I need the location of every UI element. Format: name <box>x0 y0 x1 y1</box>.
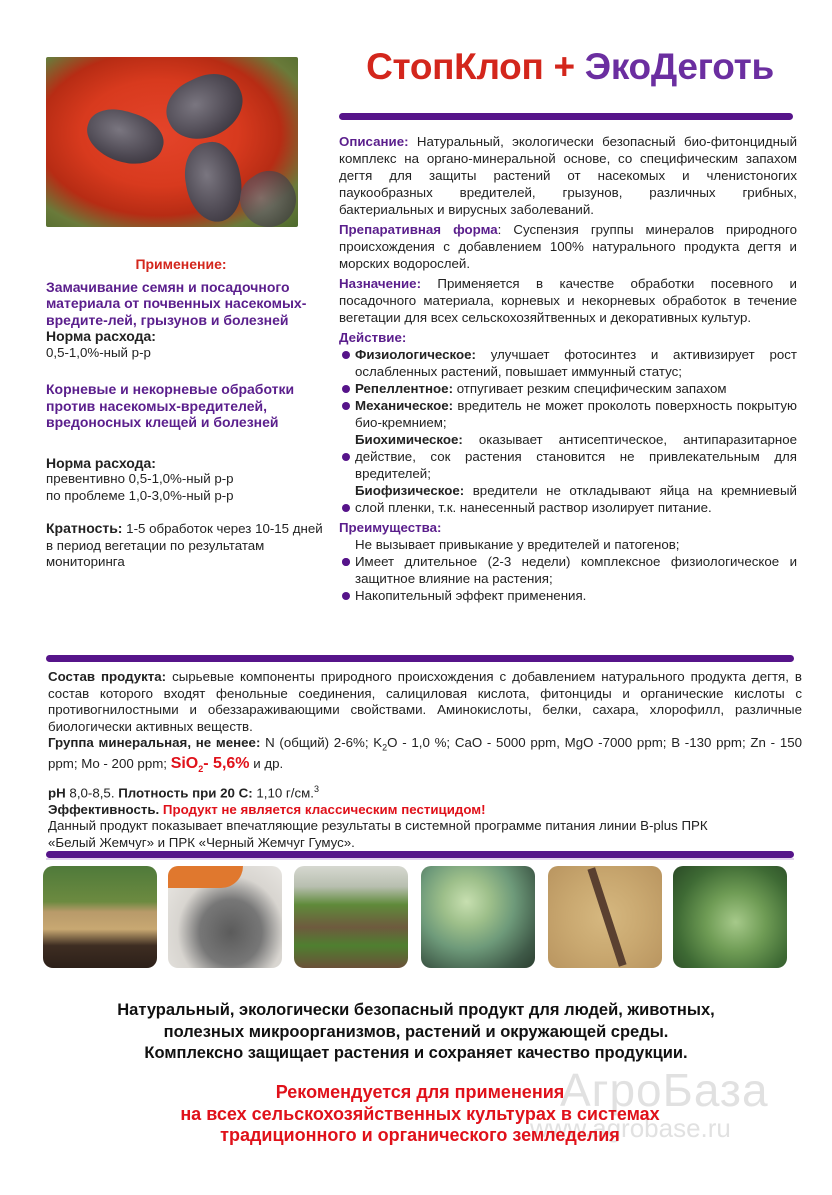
action-text: оказывает антисептическое, антипаразитарное действие, сок растения становится не привлекательным для вредителей; <box>355 432 797 481</box>
advantage-item <box>339 553 797 587</box>
action-heading: Действие: <box>339 330 407 345</box>
product-title <box>330 46 810 88</box>
divider-bottom <box>46 851 794 858</box>
description-paragraph <box>339 133 797 218</box>
divider-top <box>339 113 793 120</box>
mineral-tail: и др. <box>249 756 284 772</box>
density-value: 1,10 г/см. <box>252 785 314 801</box>
divider-middle <box>46 655 794 662</box>
photo-cabbage <box>421 866 535 968</box>
branch-shape <box>587 867 626 966</box>
composition-label: Состав продукта: <box>48 669 167 684</box>
recommendation-line: на всех сельскохозяйственных культурах в системах <box>180 1103 660 1124</box>
photo-buds <box>548 866 662 968</box>
program-text: Данный продукт показывает впечатляющие результаты в системной программе питания линии B-plus ПРК «Белый Жемчуг» и ПРК «Черный Жемчуг Гумус». <box>48 818 708 850</box>
action-label: Механическое: <box>355 398 454 413</box>
frequency-text: 1-5 обработок через 10-15 дней в период вегетации по результатам мониторинга <box>46 521 323 569</box>
bug-shape <box>230 161 298 227</box>
ph-value: 8,0-8,5. <box>65 785 119 801</box>
action-item <box>339 397 797 431</box>
title-plus: + <box>543 46 585 87</box>
action-label: Физиологическое: <box>355 347 476 362</box>
sio2-subscript: 2 <box>198 764 204 775</box>
seed-soaking-title: Замачивание семян и посадочного материала от почвенных насекомых-вредите-лей, грызунов и болезней <box>46 278 307 328</box>
action-text: улучшает фотосинтез и активизирует рост ослабленных растений, повышает иммунный статус; <box>355 347 797 379</box>
rate-label: Норма расхода: <box>46 328 156 344</box>
bullet-icon <box>342 453 350 461</box>
sio2-formula: SiO <box>170 755 199 773</box>
hero-image-bugs-on-tomato <box>46 57 298 227</box>
action-item <box>339 380 797 397</box>
mineral-paragraph <box>48 735 802 778</box>
rate-value: 0,5-1,0%-ный р-р <box>46 344 151 360</box>
advantage-text: Не вызывает привыкание у вредителей и патогенов; <box>355 537 680 552</box>
photo-sprouted-potatoes <box>43 866 157 968</box>
advantage-text: Накопительный эффект применения. <box>355 588 587 603</box>
description-text: Натуральный, экологически безопасный био-фитонцидный комплекс на органо-минеральной основе, со специфическим запахом дегтя для защиты растений от насекомых и членистоногих паукообразных вредителей, грызунов, различных грибных, бактериальных и вирусных заболеваний. <box>339 134 797 217</box>
advantage-item <box>339 536 797 553</box>
sio2-value <box>170 755 250 775</box>
recommendation-line: традиционного и органического земледелия <box>220 1125 620 1145</box>
bullet-icon <box>342 558 350 566</box>
action-item <box>339 346 797 380</box>
efficiency-label: Эффективность. <box>48 801 160 817</box>
density-label: Плотность при 20 С: <box>118 785 253 801</box>
action-text: отпугивает резким специфическим запахом <box>453 381 727 396</box>
bug-shape <box>80 101 170 173</box>
composition-text: сырьевые компоненты природного происхождения с добавлением натурального продукта дегтя, в состав которого входят фенольные соединения, салициловая кислота, фитонциды и органические кислоты с противогнилостными и обеззараживающими свойствами. Аминокислоты, белки, сахара, хлорофилл, различные биологически активных веществ. <box>48 669 802 734</box>
density-superscript: 3 <box>313 783 319 794</box>
advantage-item <box>339 587 797 604</box>
mineral-text: O - 1,0 %; CaO - 5000 ppm, MgO -7000 ppm; B -130 ppm; Zn - 150 ppm; Mo - 200 ppm; <box>48 735 802 772</box>
k2o-subscript: 2 <box>382 742 388 753</box>
bullet-icon <box>342 402 350 410</box>
action-text: вредители не откладывают яйца на кремниевый слой пленки, т.к. нанесенный раствор изолирует питание. <box>355 483 797 515</box>
rate-problem: по проблеме 1,0-3,0%-ный р-р <box>46 487 234 503</box>
efficiency-warning: Продукт не является классическим пестицидом! <box>159 801 486 817</box>
composition-section <box>48 669 802 851</box>
purpose-label: Назначение: <box>339 276 422 291</box>
bug-shape <box>179 138 247 226</box>
rate-preventive: превентивно 0,5-1,0%-ный р-р <box>46 471 234 486</box>
root-treatment-title: Корневые и некорневые обработки против насекомых-вредителей, вредоносных клещей и болезней <box>46 381 295 430</box>
slogan <box>40 1000 792 1065</box>
bullet-icon <box>342 504 350 512</box>
form-label: Препаративная форма <box>339 222 498 237</box>
application-heading: Применение: <box>135 256 227 272</box>
sio2-percent: - 5,6% <box>203 755 250 773</box>
photo-apple-fruitlets <box>673 866 787 968</box>
mineral-text: N (общий) 2-6%; K <box>260 735 383 750</box>
efficiency-line <box>48 802 802 819</box>
photo-seeds <box>168 866 282 968</box>
advantages-heading: Преимущества: <box>339 520 442 535</box>
frequency-paragraph <box>46 520 328 571</box>
slogan-line: полезных микроорганизмов, растений и окружающей среды. <box>163 1022 669 1041</box>
application-column <box>46 256 323 571</box>
form-text: : Суспензия группы минералов природного происхождения с добавлением 100% натурального продукта дегтя и морских водорослей. <box>339 222 797 271</box>
action-item <box>339 431 797 482</box>
action-item <box>339 482 797 516</box>
slogan-line: Натуральный, экологически безопасный продукт для людей, животных, <box>117 1001 715 1019</box>
form-paragraph <box>339 221 797 272</box>
action-label: Биохимическое: <box>355 432 463 447</box>
ph-label: pH <box>48 785 66 801</box>
title-part-stopklop: СтопКлоп <box>366 46 544 87</box>
bullet-icon <box>342 385 350 393</box>
recommendation <box>180 1082 660 1147</box>
action-label: Биофизическое: <box>355 483 465 498</box>
slogan-line: Комплексно защищает растения и сохраняет качество продукции. <box>144 1044 688 1062</box>
purpose-text: Применяется в качестве обработки посевного и посадочного материала, корневых и некорневых обработок в течение вегетации для всех сельскохозяйтвенных и декоративных культур. <box>339 276 797 325</box>
composition-paragraph <box>48 669 802 735</box>
action-text: вредитель не может проколоть поверхность покрытую био-кремнием; <box>355 398 797 430</box>
mineral-label: Группа минеральная, не менее: <box>48 735 261 750</box>
description-label: Описание: <box>339 134 409 149</box>
purpose-paragraph <box>339 275 797 326</box>
description-column <box>339 133 797 604</box>
title-part-ekodegot: ЭкоДеготь <box>584 46 774 87</box>
action-label: Репеллентное: <box>355 381 453 396</box>
divider-shadow <box>46 858 794 860</box>
ph-density-line <box>48 781 802 802</box>
watermark-url: www.agrobase.ru <box>530 1113 731 1143</box>
bug-shape <box>157 63 253 150</box>
bullet-icon <box>342 351 350 359</box>
rate-label: Норма расхода: <box>46 454 156 471</box>
bullet-icon <box>342 592 350 600</box>
carrot-shape <box>168 866 243 888</box>
advantage-text: Имеет длительное (2-3 недели) комплексное физиологическое и защитное влияние на растения; <box>355 554 797 586</box>
frequency-label: Кратность: <box>46 520 123 536</box>
recommendation-line: Рекомендуется для применения <box>275 1082 565 1102</box>
watermark-brand: АгроБаза <box>560 1064 769 1116</box>
photo-seedlings-greenhouse <box>294 866 408 968</box>
